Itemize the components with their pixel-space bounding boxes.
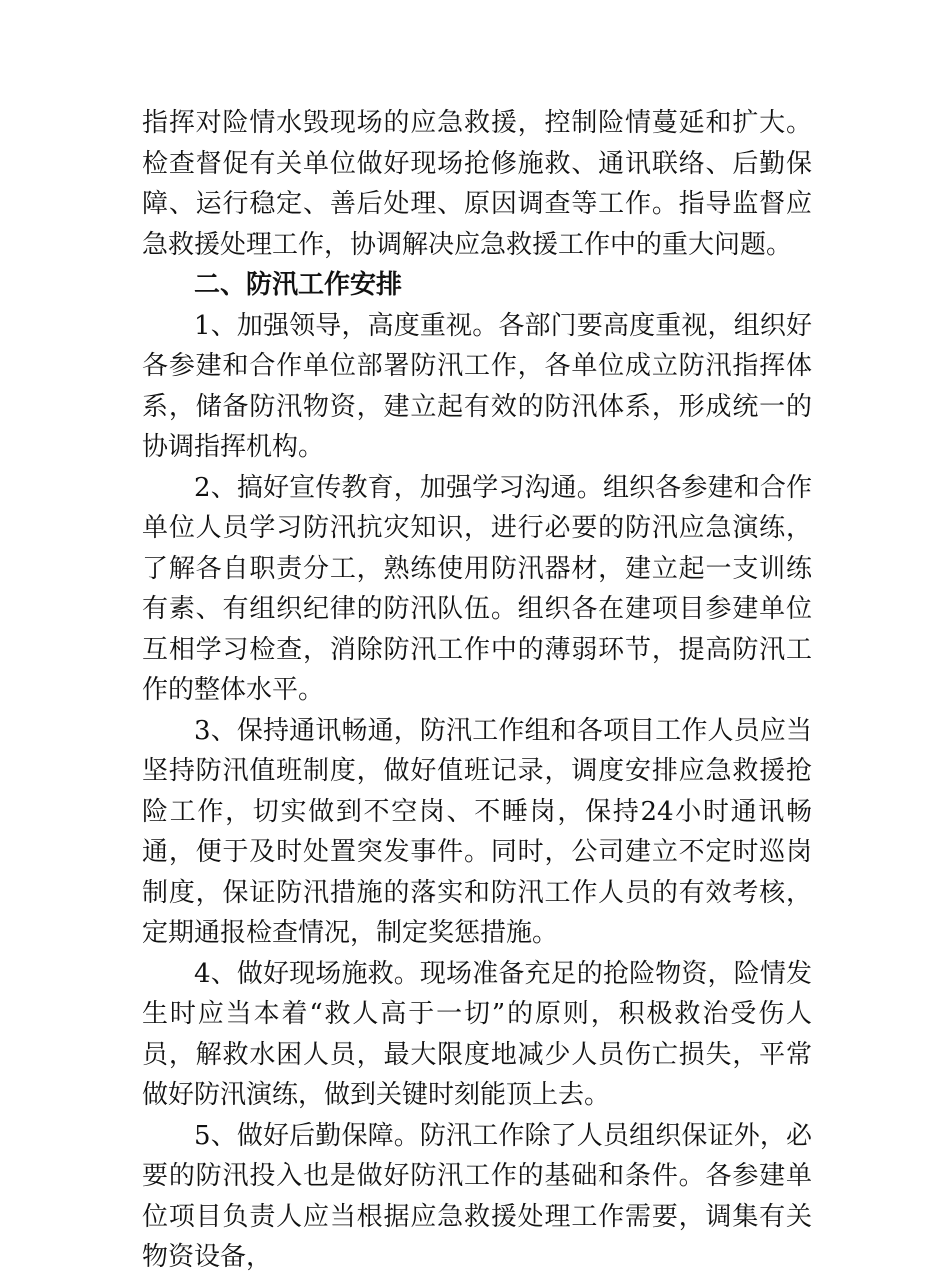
paragraph-item-5-logistics: 5、做好后勤保障。防汛工作除了人员组织保证外，必要的防汛投入也是做好防汛工作的基础和条件。各参建单位项目负责人应当根据应急救援处理工作需要，调集有关物资设备， — [142, 1120, 812, 1272]
paragraph-item-1-leadership: 1、加强领导，高度重视。各部门要高度重视，组织好各参建和合作单位部署防汛工作，各单位成立防汛指挥体系，储备防汛物资，建立起有效的防汛体系，形成统一的协调指挥机构。 — [142, 310, 812, 462]
paragraph-emergency-command: 指挥对险情水毁现场的应急救援，控制险情蔓延和扩大。检查督促有关单位做好现场抢修施救、通讯联络、后勤保障、运行稳定、善后处理、原因调查等工作。指导监督应急救援处理工作，协调解决应急救援工作中的重大问题。 — [142, 108, 812, 260]
paragraph-item-3-communication: 3、保持通讯畅通，防汛工作组和各项目工作人员应当坚持防汛值班制度，做好值班记录，调度安排应急救援抢险工作，切实做到不空岗、不睡岗，保持24小时通讯畅通，便于及时处置突发事件。同时，公司建立不定时巡岗制度，保证防汛措施的落实和防汛工作人员的有效考核，定期通报检查情况，制定奖惩措施。 — [142, 715, 812, 948]
paragraph-item-4-rescue: 4、做好现场施救。现场准备充足的抢险物资，险情发生时应当本着“救人高于一切”的原则，积极救治受伤人员，解救水困人员，最大限度地减少人员伤亡损失，平常做好防汛演练，做到关键时刻能顶上去。 — [142, 958, 812, 1110]
document-body — [142, 103, 812, 1278]
paragraph-item-2-education: 2、搞好宣传教育，加强学习沟通。组织各参建和合作单位人员学习防汛抗灾知识，进行必要的防汛应急演练，了解各自职责分工，熟练使用防汛器材，建立起一支训练有素、有组织纪律的防汛队伍。组织各在建项目参建单位互相学习检查，消除防汛工作中的薄弱环节，提高防汛工作的整体水平。 — [142, 472, 812, 705]
section-heading-flood-arrangements: 二、防汛工作安排 — [194, 270, 403, 300]
